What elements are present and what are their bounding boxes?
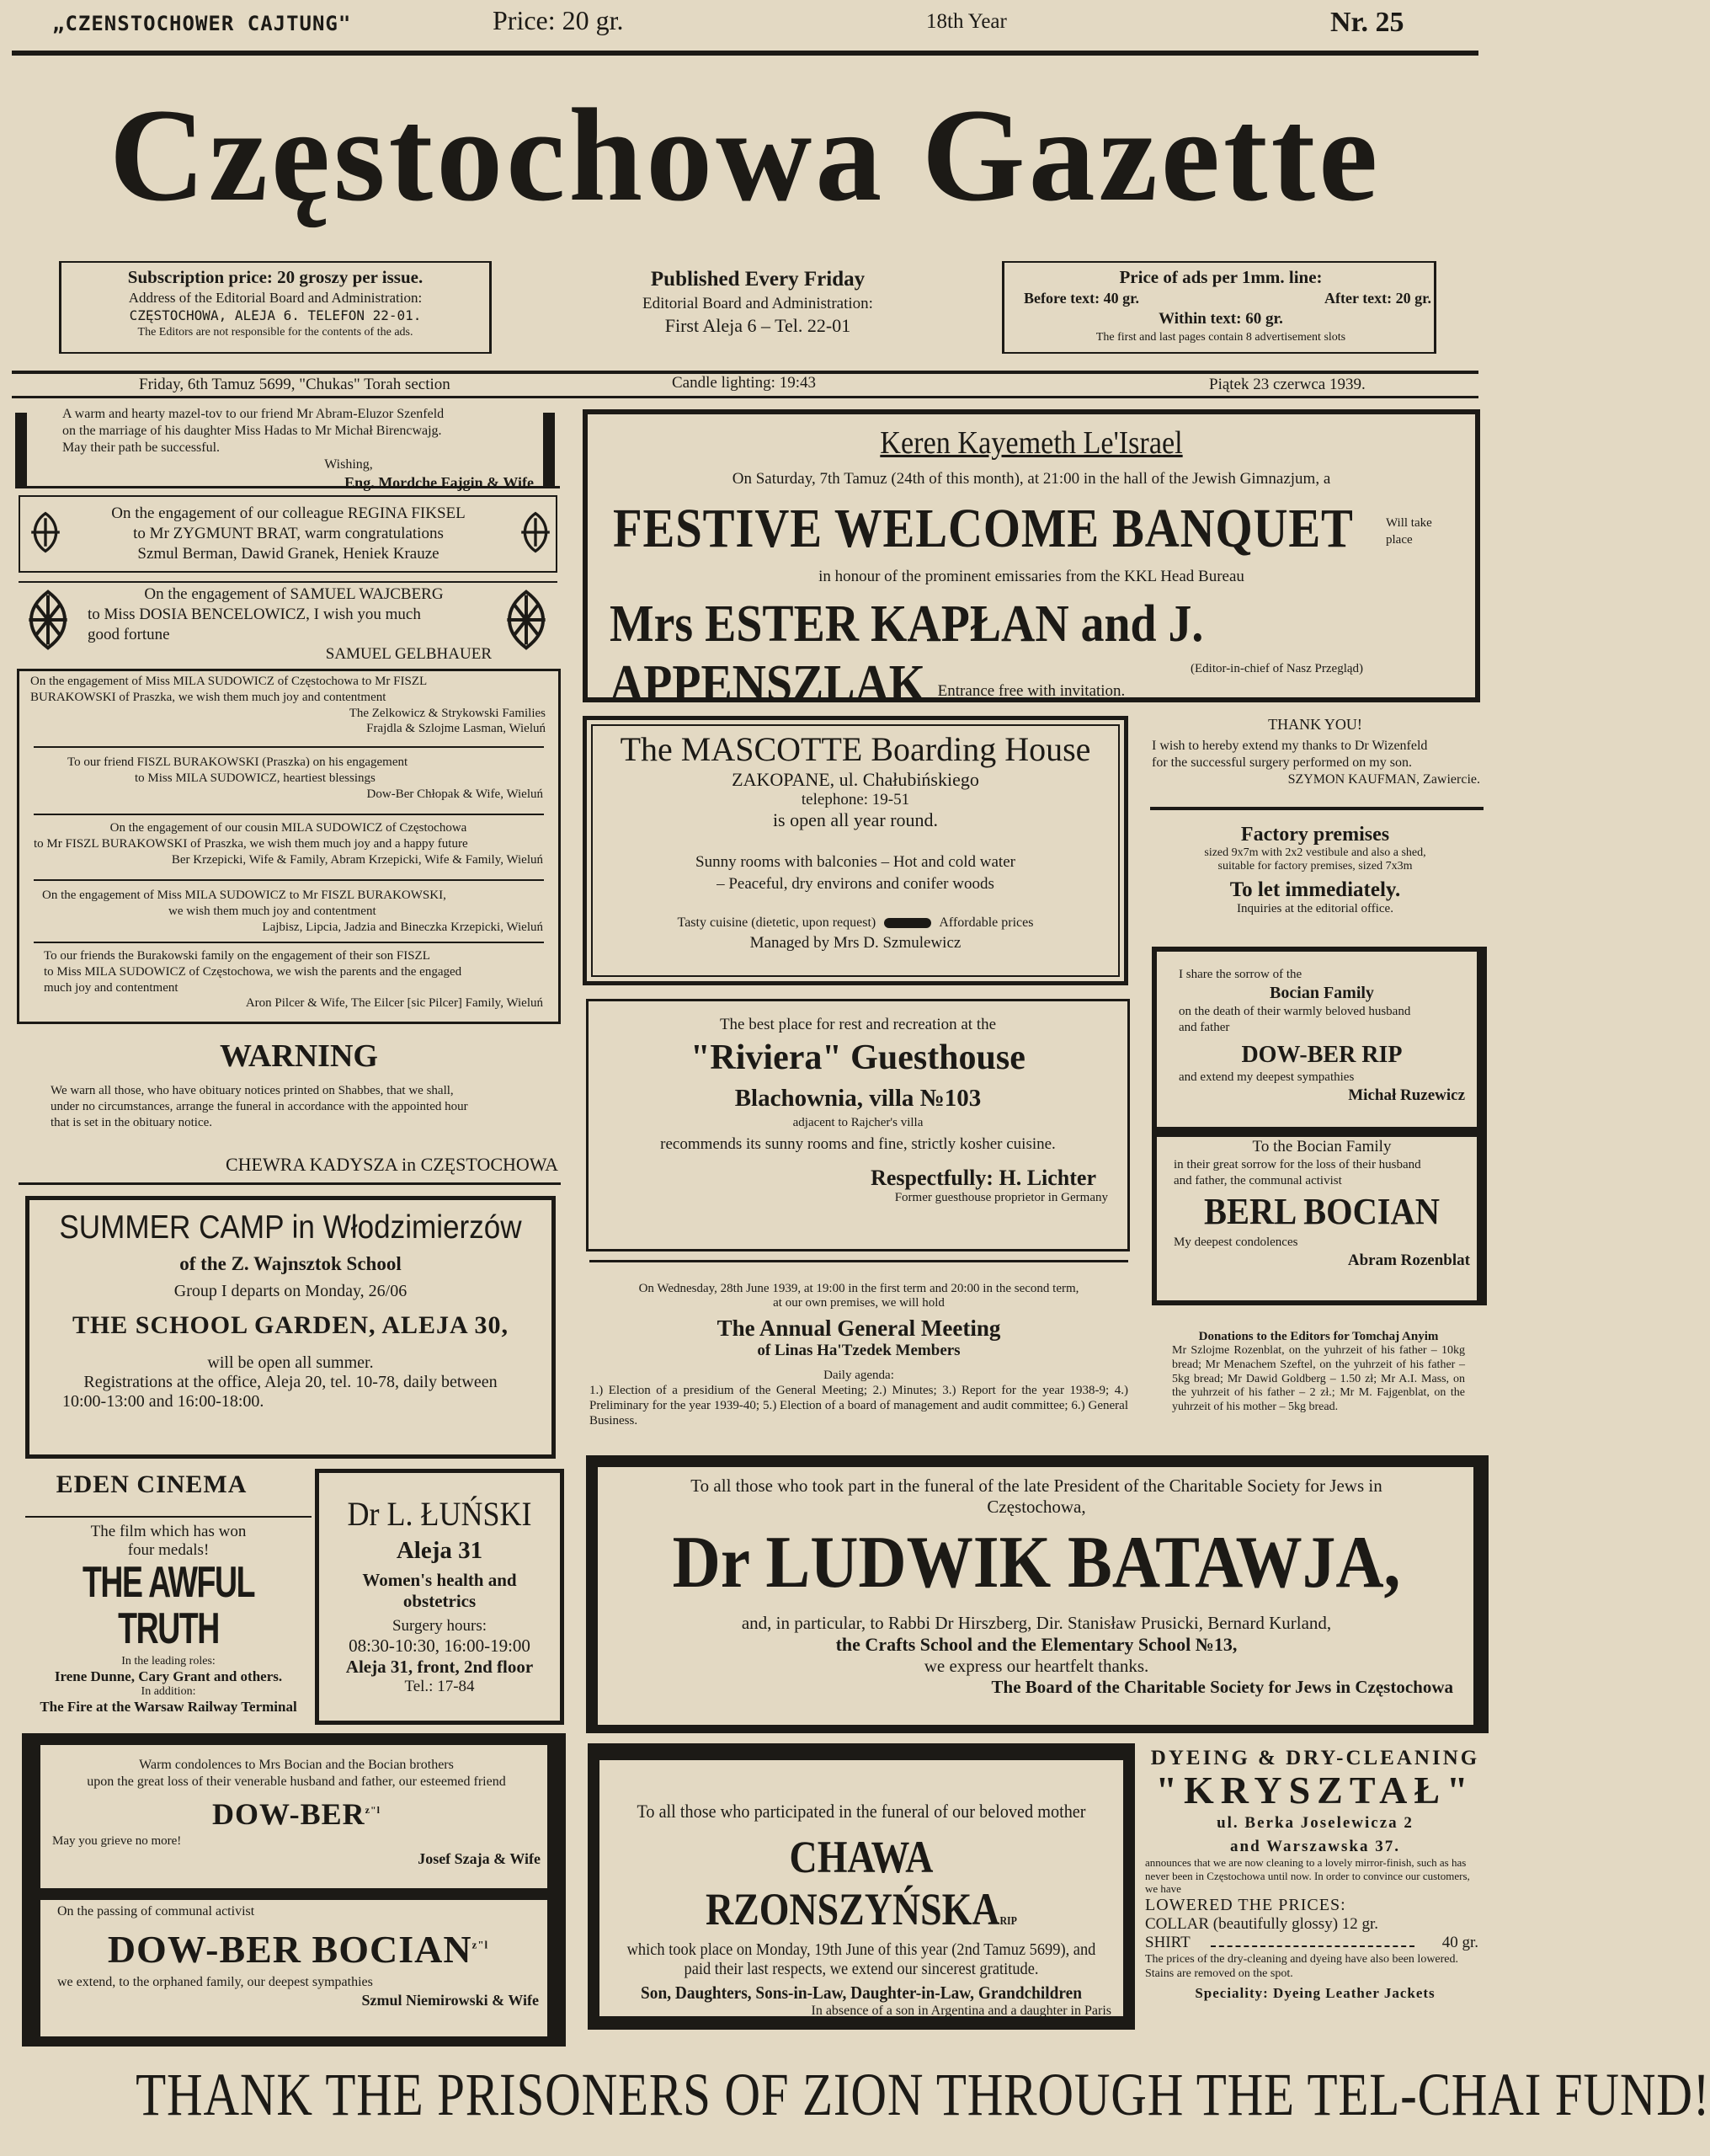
subscription-price: Subscription price: 20 groszy per issue. bbox=[127, 267, 424, 287]
ad-wajcberg bbox=[88, 584, 500, 664]
top-left-title: „CZENSTOCHOWER CAJTUNG" bbox=[52, 12, 352, 35]
subscription-info bbox=[61, 266, 490, 340]
condolence1-mark: z"l bbox=[365, 1804, 381, 1816]
ad-chawa bbox=[603, 1801, 1120, 2019]
szenfeld-line-3: May their path be successful. bbox=[62, 440, 221, 455]
riviera-address: Blachownia, villa №103 bbox=[734, 1085, 982, 1112]
ornament-bar-right bbox=[543, 413, 555, 488]
lunski-specialty-2: obstetrics bbox=[402, 1591, 477, 1611]
fiksel-line-3: Szmul Berman, Dawid Granek, Heniek Krauze bbox=[137, 544, 439, 563]
condolence2-name: DOW-BER BOCIAN bbox=[107, 1928, 472, 1971]
sorrow1-line-3: on the death of their warmly beloved husband bbox=[1179, 1004, 1411, 1018]
chawa-line-5: In absence of a son in Argentina and a daughter in Paris bbox=[811, 2004, 1111, 2018]
sudowicz5-line-3: much joy and contentment bbox=[44, 980, 178, 995]
mascotte-environs: – Peaceful, dry environs and conifer woods bbox=[716, 875, 994, 893]
ad-meeting bbox=[589, 1282, 1128, 1428]
meeting-agenda-label: Daily agenda: bbox=[823, 1369, 894, 1382]
mascotte-rooms: Sunny rooms with balconies – Hot and cold water bbox=[695, 853, 1015, 871]
sorrow1-name: DOW-BER RIP bbox=[1241, 1042, 1403, 1069]
batawja-line-1: To all those who took part in the funeral of the late President of the Charitable Society for Jews in bbox=[690, 1476, 1382, 1496]
ornament-bar-left bbox=[15, 413, 27, 488]
sudowicz3-line-2: to Mr FISZL BURAKOWSKI of Praszka, we wish them much joy and a happy future bbox=[34, 836, 468, 851]
year-label: 18th Year bbox=[926, 10, 1007, 33]
banquet-line-2: in honour of the prominent emissaries from the KKL Head Bureau bbox=[818, 568, 1244, 585]
dateline-right: Piątek 23 czerwca 1939. bbox=[1209, 376, 1366, 393]
thanks-line-1: I wish to hereby extend my thanks to Dr Wizenfeld bbox=[1152, 739, 1428, 753]
ad-sudowicz-2 bbox=[67, 755, 543, 802]
dateline-rule bbox=[12, 396, 1478, 398]
warning-title: WARNING bbox=[220, 1038, 378, 1074]
lunski-name: Dr L. ŁUŃSKI bbox=[347, 1495, 532, 1533]
chawa-line-1: To all those who participated in the funeral of our beloved mother bbox=[637, 1801, 1086, 1822]
thanks-sign: SZYMON KAUFMAN, Zawiercie. bbox=[1287, 772, 1480, 787]
ad-thanks bbox=[1152, 738, 1480, 788]
krysztal-speciality: Speciality: Dyeing Leather Jackets bbox=[1195, 1984, 1436, 2001]
banquet-title: FESTIVE WELCOME BANQUET bbox=[613, 498, 1354, 559]
condolence2-line-1: On the passing of communal activist bbox=[57, 1904, 255, 1919]
eden-addition: The Fire at the Warsaw Railway Terminal bbox=[40, 1699, 297, 1716]
eden-cast: Irene Dunne, Cary Grant and others. bbox=[54, 1668, 283, 1685]
mascotte-prices: Affordable prices bbox=[939, 915, 1034, 930]
price-label: Price: 20 gr. bbox=[493, 5, 624, 35]
hand-pointer-icon bbox=[884, 918, 931, 928]
issue-number: Nr. 25 bbox=[1330, 7, 1404, 38]
meeting-line-2: at our own premises, we will hold bbox=[773, 1296, 945, 1310]
address-value: CZĘSTOCHOWA, ALEJA 6. TELEFON 22-01. bbox=[129, 307, 422, 324]
eden-line-2: four medals! bbox=[127, 1541, 210, 1559]
banquet-side: Will take place bbox=[1386, 516, 1432, 547]
factory-line-2: suitable for factory premises, sized 7x3m bbox=[1217, 860, 1413, 873]
ad-price-within: Within text: 60 gr. bbox=[1159, 310, 1283, 328]
ad-riviera bbox=[589, 1016, 1127, 1205]
divider bbox=[34, 746, 544, 748]
wajcberg-line-2: to Miss DOSIA BENCELOWICZ, I wish you much bbox=[88, 605, 421, 623]
condolence1-sign: Josef Szaja & Wife bbox=[418, 1849, 541, 1867]
editorial-board-label: Editorial Board and Administration: bbox=[642, 294, 873, 312]
condolence2-line-2: we extend, to the orphaned family, our deepest sympathies bbox=[57, 1974, 373, 1989]
banquet-editor: (Editor-in-chief of Nasz Przegląd) bbox=[1191, 662, 1364, 675]
camp-title: SUMMER CAMP in Włodzimierzów bbox=[59, 1209, 522, 1246]
dateline-left: Friday, 6th Tamuz 5699, "Chukas" Torah section bbox=[139, 376, 450, 393]
divider bbox=[25, 1516, 312, 1518]
ad-slots-note: The first and last pages contain 8 advertisement slots bbox=[1095, 330, 1346, 344]
masthead-rule-top bbox=[12, 51, 1478, 56]
ad-sudowicz-3 bbox=[34, 820, 543, 867]
banquet-line-1: On Saturday, 7th Tamuz (24th of this month), at 21:00 in the hall of the Jewish Gimnazjum, a bbox=[732, 470, 1331, 488]
krysztal-address-2: and Warszawska 37. bbox=[1230, 1838, 1400, 1856]
flourish-left-icon bbox=[19, 586, 77, 654]
eden-addition-label: In addition: bbox=[141, 1685, 196, 1699]
dotted-leader bbox=[1211, 1945, 1414, 1947]
newspaper-title: Częstochowa Gazette bbox=[109, 82, 1382, 229]
sorrow1-line-1: I share the sorrow of the bbox=[1179, 968, 1302, 981]
condolence2-sign: Szmul Niemirowski & Wife bbox=[361, 1991, 539, 2009]
krysztal-line-1: DYEING & DRY-CLEANING bbox=[1150, 1747, 1480, 1769]
krysztal-shirt-price: 40 gr. bbox=[1441, 1934, 1478, 1952]
warning-line-1: We warn all those, who have obituary notices printed on Shabbes, that we shall, bbox=[51, 1084, 454, 1097]
sudowicz2-line-1: To our friend FISZL BURAKOWSKI (Praszka) on his engagement bbox=[67, 755, 408, 769]
sorrow1-line-4: and father bbox=[1179, 1020, 1230, 1034]
sudowicz5-line-1: To our friends the Burakowski family on the engagement of their son FISZL bbox=[44, 949, 430, 963]
batawja-line-3: and, in particular, to Rabbi Dr Hirszberg, Dir. Stanisław Prusicki, Bernard Kurland, bbox=[741, 1612, 1332, 1633]
ad-price-title: Price of ads per 1mm. line: bbox=[1119, 267, 1323, 287]
ad-factory bbox=[1147, 824, 1484, 916]
mascotte-cuisine: Tasty cuisine (dietetic, upon request) bbox=[677, 915, 876, 930]
condolence1-line-2: upon the great loss of their venerable husband and father, our esteemed friend bbox=[87, 1774, 506, 1789]
address-label: Address of the Editorial Board and Administration: bbox=[128, 290, 423, 307]
sudowicz3-line-1: On the engagement of our cousin MILA SUDOWICZ of Częstochowa bbox=[109, 821, 467, 835]
mascotte-open: is open all year round. bbox=[772, 809, 939, 830]
riviera-sign: Respectfully: H. Lichter bbox=[871, 1166, 1096, 1190]
ad-summer-camp bbox=[30, 1209, 551, 1412]
sorrow2-line-4: My deepest condolences bbox=[1174, 1235, 1298, 1250]
batawja-line-2: Częstochowa, bbox=[987, 1497, 1086, 1517]
editorial-address: First Aleja 6 – Tel. 22-01 bbox=[664, 315, 851, 337]
condolence1-name: DOW-BER bbox=[211, 1797, 365, 1831]
sudowicz5-line-2: to Miss MILA SUDOWICZ of Częstochowa, we wish the parents and the engaged bbox=[44, 964, 462, 979]
thanks-title: THANK YOU! bbox=[1268, 716, 1362, 733]
lunski-specialty-1: Women's health and bbox=[362, 1570, 517, 1590]
donations-body: Mr Szlojme Rozenblat, on the yuhrzeit of his father – 10kg bread; Mr Menachem Szeftel, on the yuhrzeit of his father – 5kg bread; Mr Dawid Goldberg – 1.50 zł; Mr A.I. Mass, on the yuhrzeit of his father – 2 zł.; Mr M. Fajgenblat, on the yuhrzeit of his mother – 5kg bread. bbox=[1172, 1344, 1465, 1414]
chawa-mark: RIP bbox=[999, 1915, 1017, 1928]
divider bbox=[34, 879, 544, 881]
condolence1-line-3: May you grieve no more! bbox=[52, 1834, 182, 1848]
lunski-address: Aleja 31 bbox=[396, 1537, 483, 1564]
riviera-line-1: The best place for rest and recreation at the bbox=[719, 1016, 997, 1033]
eden-line-1: The film which has won bbox=[90, 1523, 247, 1540]
footer-slogan: THANK THE PRISONERS OF ZION THROUGH THE TEL-CHAI FUND! bbox=[136, 2061, 1710, 2128]
sudowicz5-line-4: Aron Pilcer & Wife, The Eilcer [sic Pilcer] Family, Wieluń bbox=[245, 996, 543, 1011]
divider bbox=[19, 1182, 561, 1185]
banquet-org: Keren Kayemeth Le'Israel bbox=[880, 425, 1183, 461]
meeting-line-1: On Wednesday, 28th June 1939, at 19:00 in the first term and 20:00 in the second term, bbox=[638, 1282, 1079, 1295]
fiksel-line-2: to Mr ZYGMUNT BRAT, warm congratulations bbox=[133, 524, 444, 542]
sudowicz1-line-4: Frajdla & Szlojme Lasman, Wieluń bbox=[366, 722, 546, 736]
warning-body bbox=[51, 1083, 564, 1130]
riviera-recommends: recommends its sunny rooms and fine, strictly kosher cuisine. bbox=[660, 1135, 1056, 1153]
lunski-hours: 08:30-10:30, 16:00-19:00 bbox=[349, 1636, 530, 1656]
divider bbox=[40, 1888, 547, 1900]
mascotte-address: ZAKOPANE, ul. Chałubińskiego bbox=[732, 769, 979, 790]
donations-title: Donations to the Editors for Tomchaj Anyim bbox=[1198, 1330, 1439, 1343]
ad-sorrow-1 bbox=[1179, 967, 1465, 1106]
camp-hours: 10:00-13:00 and 16:00-18:00. bbox=[62, 1392, 264, 1411]
batawja-line-5: we express our heartfelt thanks. bbox=[924, 1655, 1149, 1676]
krysztal-prices-note: The prices of the dry-cleaning and dyeing have also been lowered. Stains are removed on the spot. bbox=[1145, 1953, 1459, 1980]
ad-price-after: After text: 20 gr. bbox=[1324, 290, 1431, 307]
condolence1-line-1: Warm condolences to Mrs Bocian and the Bocian brothers bbox=[139, 1758, 454, 1772]
meeting-linas: of Linas Ha'Tzedek Members bbox=[757, 1342, 961, 1359]
ad-krysztal bbox=[1145, 1747, 1485, 2002]
szenfeld-line-1: A warm and hearty mazel-tov to our friend Mr Abram-Eluzor Szenfeld bbox=[62, 407, 445, 421]
eden-film: THE AWFUL TRUTH bbox=[82, 1558, 255, 1653]
szenfeld-line-2: on the marriage of his daughter Miss Hadas to Mr Michał Birencwajg. bbox=[62, 424, 442, 438]
ad-donations bbox=[1172, 1329, 1465, 1415]
divider bbox=[1150, 807, 1484, 810]
batawja-name: Dr LUDWIK BATAWJA, bbox=[672, 1522, 1401, 1604]
flourish-left-icon bbox=[22, 509, 69, 556]
sudowicz1-line-3: The Zelkowicz & Strykowski Families bbox=[349, 706, 546, 720]
banquet-names: Mrs ESTER KAPŁAN and J. APPENSZLAK bbox=[610, 595, 1204, 712]
wajcberg-line-1: On the engagement of SAMUEL WAJCBERG bbox=[144, 585, 444, 603]
lunski-floor: Aleja 31, front, 2nd floor bbox=[345, 1657, 534, 1677]
editors-disclaimer: The Editors are not responsible for the contents of the ads. bbox=[137, 326, 413, 339]
ad-price-before: Before text: 40 gr. bbox=[1024, 290, 1139, 307]
ad-szenfeld bbox=[62, 406, 534, 493]
divider bbox=[589, 1260, 1128, 1262]
camp-group: Group I departs on Monday, 26/06 bbox=[173, 1282, 408, 1300]
sudowicz4-line-1: On the engagement of Miss MILA SUDOWICZ to Mr FISZL BURAKOWSKI, bbox=[42, 889, 446, 902]
riviera-title: "Riviera" Guesthouse bbox=[690, 1038, 1025, 1077]
sudowicz3-line-3: Ber Krzepicki, Wife & Family, Abram Krzepicki, Wife & Family, Wieluń bbox=[171, 852, 543, 867]
krysztal-address-1: ul. Berka Joselewicza 2 bbox=[1217, 1814, 1414, 1833]
divider bbox=[34, 942, 544, 943]
wajcberg-line-3: good fortune bbox=[88, 625, 170, 643]
camp-registrations: Registrations at the office, Aleja 20, tel. 10-78, daily between bbox=[83, 1373, 498, 1391]
thanks-line-2: for the successful surgery performed on my son. bbox=[1152, 755, 1412, 770]
ad-mascotte bbox=[594, 729, 1116, 953]
ad-sudowicz-4 bbox=[42, 888, 543, 935]
sorrow1-family: Bocian Family bbox=[1270, 983, 1374, 1002]
ad-condolence-1 bbox=[52, 1757, 541, 1868]
krysztal-lowered: LOWERED THE PRICES: bbox=[1145, 1896, 1346, 1915]
sudowicz2-line-2: to Miss MILA SUDOWICZ, heartiest blessings bbox=[135, 771, 376, 785]
ad-eden bbox=[25, 1523, 312, 1716]
meeting-title: The Annual General Meeting bbox=[716, 1315, 1001, 1341]
sudowicz2-line-3: Dow-Ber Chłopak & Wife, Wieluń bbox=[366, 787, 543, 801]
batawja-line-4: the Crafts School and the Elementary School №13, bbox=[835, 1633, 1238, 1655]
sorrow2-line-2: in their great sorrow for the loss of their husband bbox=[1174, 1157, 1421, 1171]
factory-line-1: sized 9x7m with 2x2 vestibule and also a shed, bbox=[1204, 846, 1426, 859]
publication-info bbox=[539, 266, 977, 339]
ad-fiksel bbox=[76, 504, 501, 563]
camp-garden: THE SCHOOL GARDEN, ALEJA 30, bbox=[72, 1311, 509, 1339]
lunski-tel: Tel.: 17-84 bbox=[404, 1678, 475, 1695]
ad-lunski bbox=[320, 1494, 559, 1696]
warning-line-3: that is set in the obituary notice. bbox=[51, 1115, 213, 1129]
riviera-adjacent: adjacent to Rajcher's villa bbox=[792, 1116, 924, 1129]
ad-price-info bbox=[1010, 266, 1431, 345]
krysztal-collar: COLLAR (beautifully glossy) 12 gr. bbox=[1145, 1915, 1379, 1934]
banquet-entrance: Entrance free with invitation. bbox=[937, 682, 1126, 700]
chawa-line-3: paid their last respects, we extend our sincerest gratitude. bbox=[684, 1960, 1039, 1978]
warning-sign: CHEWRA KADYSZA in CZĘSTOCHOWA bbox=[226, 1154, 559, 1175]
camp-school: of the Z. Wajnsztok School bbox=[179, 1253, 402, 1274]
published-every-friday: Published Every Friday bbox=[650, 268, 866, 291]
sudowicz1-line-1: On the engagement of Miss MILA SUDOWICZ of Częstochowa to Mr FISZL bbox=[30, 675, 428, 688]
sorrow1-sign: Michał Ruzewicz bbox=[1348, 1086, 1465, 1104]
factory-title: Factory premises bbox=[1240, 824, 1390, 846]
chawa-line-2: which took place on Monday, 19th June of this year (2nd Tamuz 5699), and bbox=[626, 1940, 1096, 1959]
meeting-agenda: 1.) Election of a presidium of the General Meeting; 2.) Minutes; 3.) Report for the year 1938-9; 4.) Preliminary for the year 1939-40; 5.) Election of a board of management and audit committee; 6.) General Business. bbox=[589, 1384, 1128, 1428]
sorrow2-sign: Abram Rozenblat bbox=[1347, 1251, 1470, 1269]
ad-batawja bbox=[603, 1476, 1470, 1698]
warning-line-2: under no circumstances, arrange the funeral in accordance with the appointed hour bbox=[51, 1099, 468, 1113]
divider bbox=[34, 814, 544, 815]
factory-inquiries: Inquiries at the editorial office. bbox=[1237, 902, 1393, 915]
ad-condolence-2 bbox=[57, 1903, 539, 2009]
riviera-former: Former guesthouse proprietor in Germany bbox=[894, 1191, 1108, 1204]
lunski-hours-label: Surgery hours: bbox=[392, 1617, 487, 1635]
condolence2-mark: z"l bbox=[471, 1938, 489, 1951]
dateline-center: Candle lighting: 19:43 bbox=[672, 374, 816, 392]
sudowicz4-line-2: we wish them much joy and contentment bbox=[168, 904, 376, 918]
krysztal-announcement: announces that we are now cleaning to a lovely mirror-finish, such as has never been in Częstochowa until now. In order to convince our customers, we have bbox=[1145, 1856, 1470, 1896]
sorrow2-line-3: and father, the communal activist bbox=[1174, 1173, 1342, 1187]
flourish-right-icon bbox=[512, 509, 559, 556]
eden-title: EDEN CINEMA bbox=[56, 1470, 248, 1498]
ad-sudowicz-5 bbox=[44, 948, 543, 1011]
sorrow2-line-1: To the Bocian Family bbox=[1252, 1138, 1392, 1155]
sudowicz1-line-2: BURAKOWSKI of Praszka, we wish them much joy and contentment bbox=[30, 690, 386, 704]
chawa-line-4: Son, Daughters, Sons-in-Law, Daughter-in-Law, Grandchildren bbox=[641, 1983, 1082, 2003]
factory-to-let: To let immediately. bbox=[1229, 878, 1401, 901]
flourish-right-icon bbox=[497, 586, 556, 654]
krysztal-name: "KRYSZTAŁ" bbox=[1155, 1769, 1475, 1812]
szenfeld-line-4: Wishing, bbox=[324, 457, 373, 472]
eden-roles-label: In the leading roles: bbox=[121, 1655, 216, 1668]
fiksel-line-1: On the engagement of our colleague REGINA FIKSEL bbox=[111, 504, 466, 522]
wajcberg-sign: SAMUEL GELBHAUER bbox=[325, 645, 492, 664]
chawa-name: CHAWA RZONSZYŃSKA bbox=[706, 1832, 1000, 1935]
ad-sorrow-2 bbox=[1174, 1137, 1470, 1271]
sorrow2-name: BERL BOCIAN bbox=[1203, 1191, 1441, 1233]
mascotte-telephone: telephone: 19-51 bbox=[801, 791, 910, 808]
szenfeld-sign: Eng. Mordche Fajgin & Wife bbox=[344, 474, 534, 491]
mascotte-title: The MASCOTTE Boarding House bbox=[620, 730, 1091, 768]
sudowicz4-line-3: Lajbisz, Lipcia, Jadzia and Bineczka Krzepicki, Wieluń bbox=[262, 920, 543, 934]
sorrow1-line-5: and extend my deepest sympathies bbox=[1179, 1070, 1355, 1085]
batawja-sign: The Board of the Charitable Society for Jews in Częstochowa bbox=[991, 1676, 1453, 1697]
ad-sudowicz-1 bbox=[30, 674, 546, 737]
krysztal-shirt: SHIRT bbox=[1145, 1934, 1191, 1952]
mascotte-manager: Managed by Mrs D. Szmulewicz bbox=[749, 934, 962, 952]
camp-open: will be open all summer. bbox=[207, 1353, 374, 1372]
